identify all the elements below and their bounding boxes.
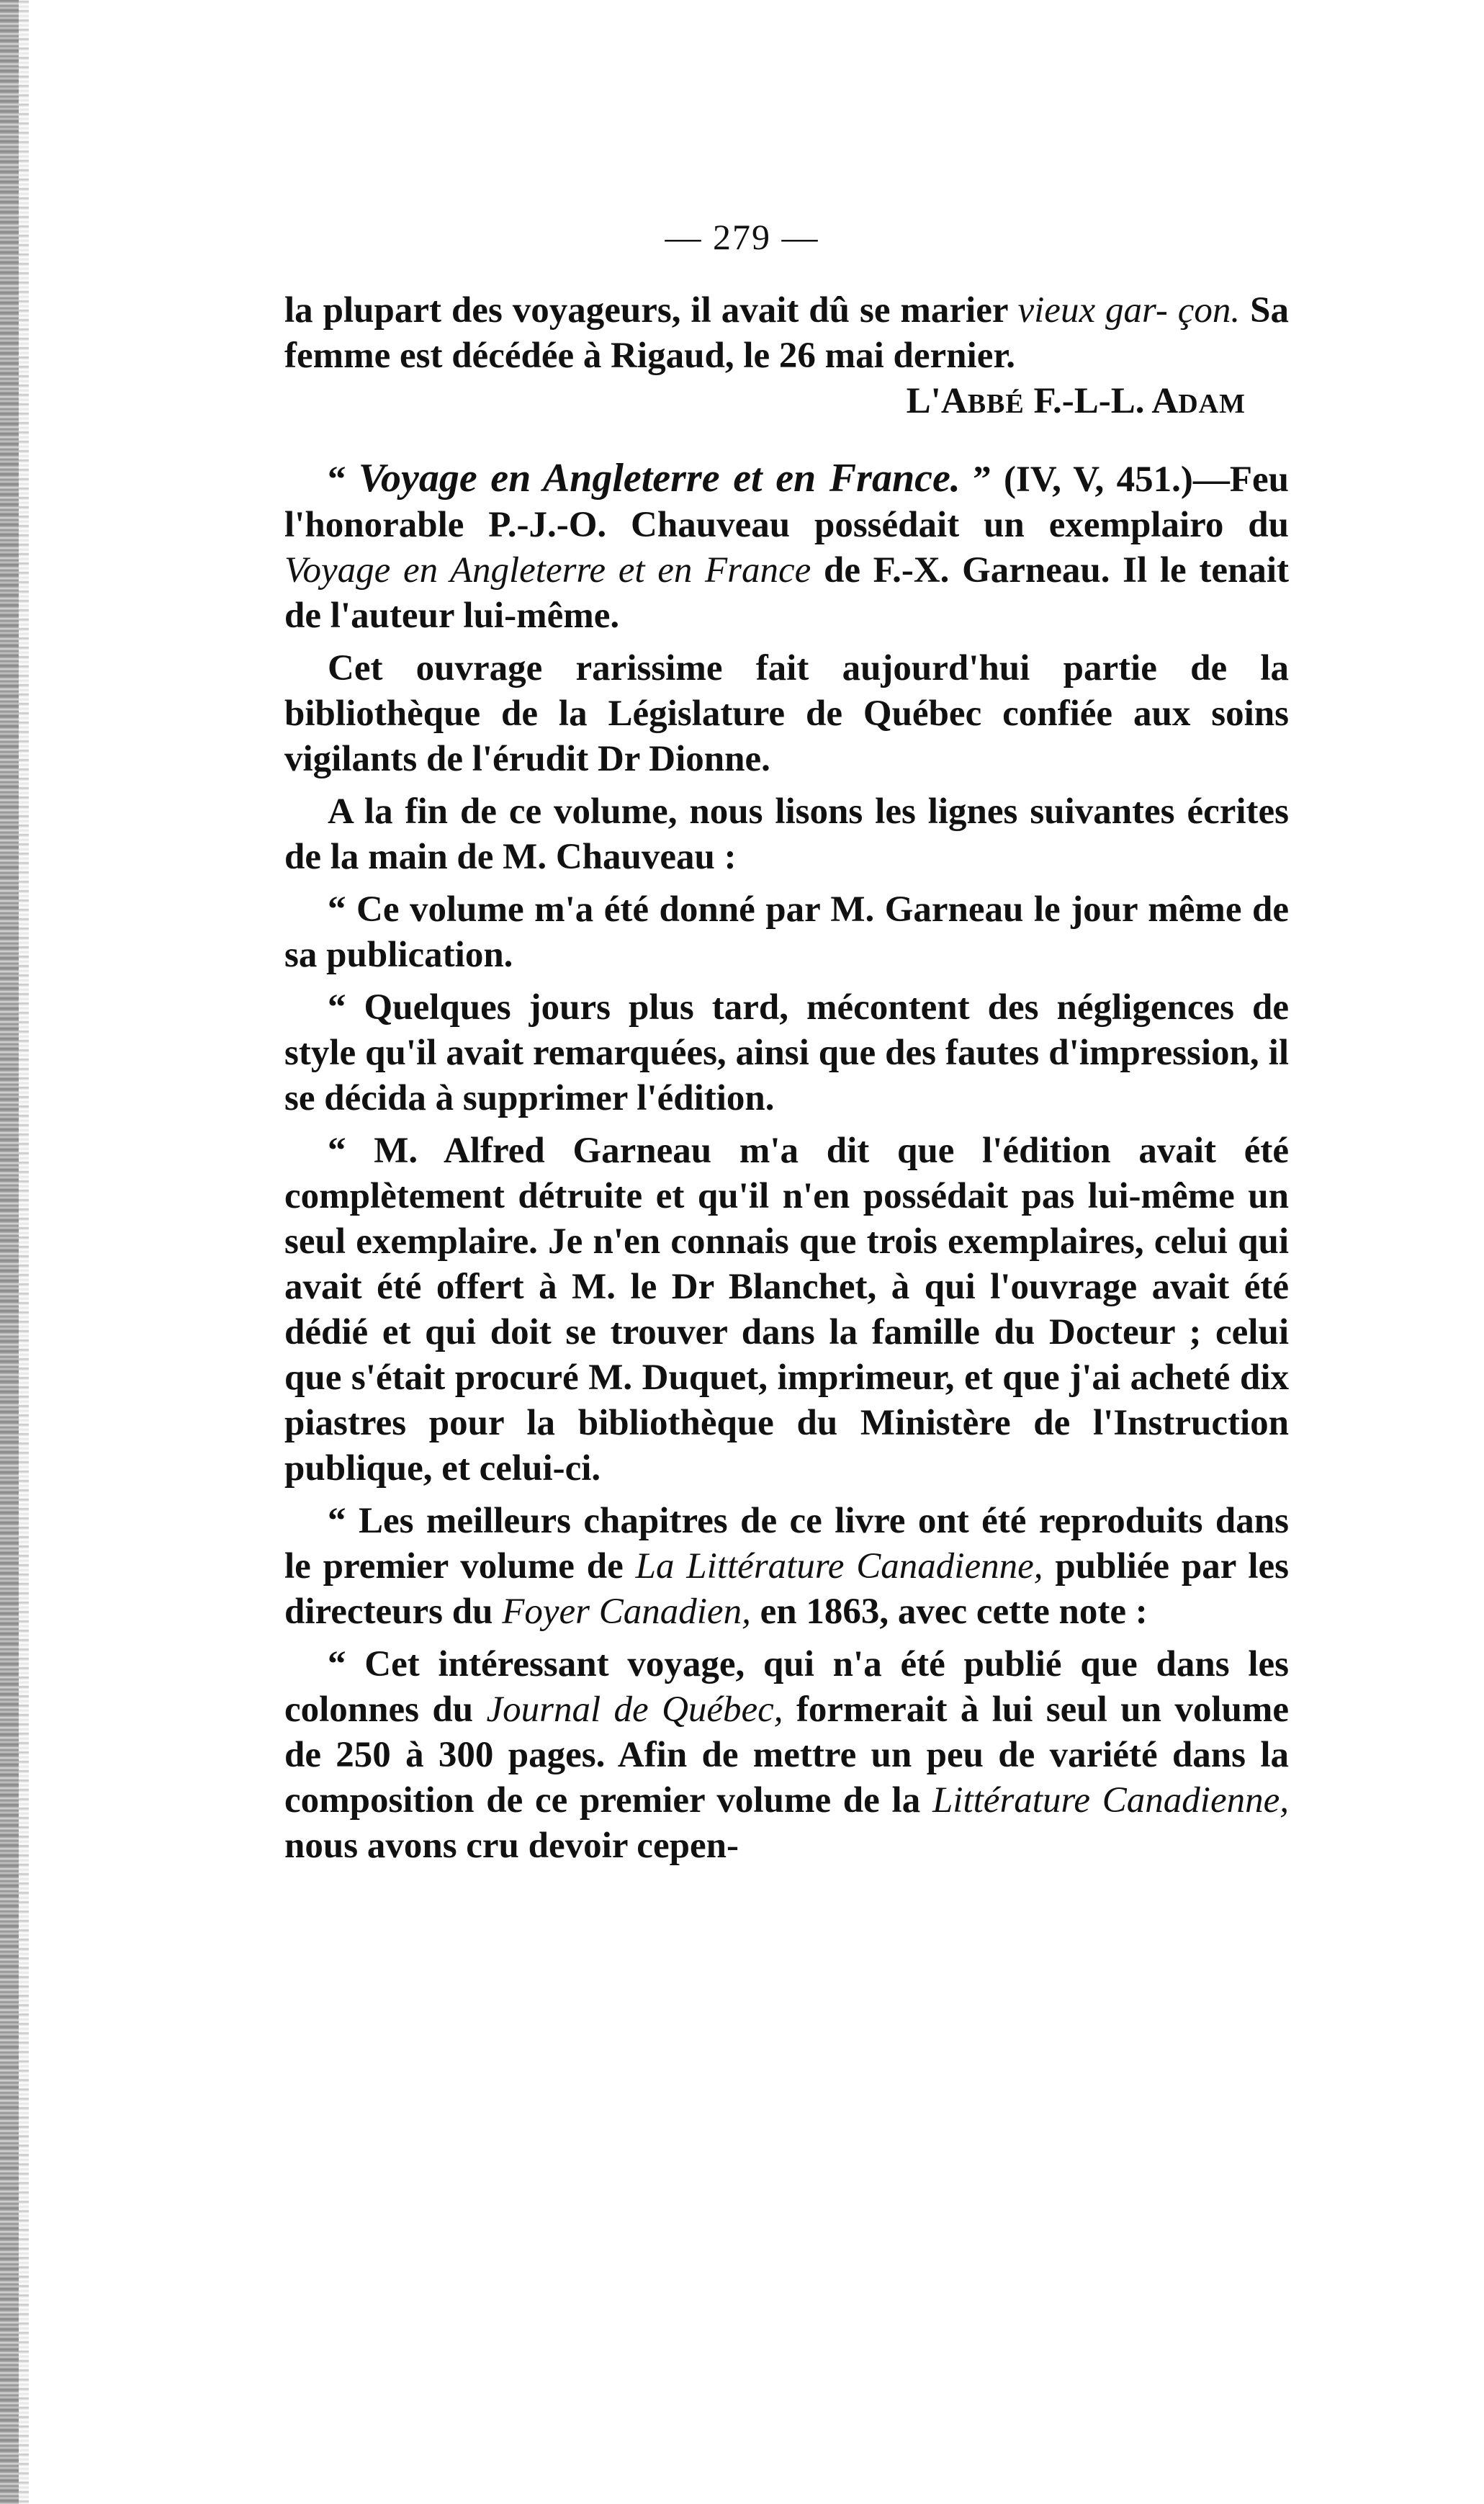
scan-edge-noise [19,0,29,2504]
italic-run: Littérature Canadienne, [932,1780,1289,1821]
text-run: en 1863, avec cette note : [750,1592,1148,1632]
italic-run: La Littérature Canadienne, [635,1546,1043,1587]
scan-edge-shadow [0,0,19,2504]
signature [284,379,1246,427]
paragraph-quote: “ Quelques jours plus tard, mécontent des négligences de style qu'il avait remarquées, ainsi que des fautes d'impression, il se décida à supprimer l'édition. [284,987,1289,1118]
text-run: formerait à lui seul un volume de 250 à 300 pages. Afin de mettre un peu de variété dans la composition de ce premier volume de la [284,1689,1289,1821]
text-run: “ Cet intéressant voyage, qui n'a été publié que dans les colonnes du [284,1644,1289,1730]
italic-run: Voyage en Angleterre et en France [284,550,811,591]
entry-title: Voyage en Angleterre et en France. [358,456,961,501]
text-run: “ Les meilleurs chapitres de ce livre ont été reproduits dans le premier volume de [284,1501,1289,1587]
paragraph-quote [284,1642,1289,1869]
paragraph-quote [284,1499,1289,1635]
paragraph-continuation [284,288,1289,379]
signature-part: F.-L-L. A [1024,381,1179,421]
text-run: nous avons cru devoir cepen- [284,1826,739,1866]
text-run: publiée par les directeurs du [284,1546,1289,1632]
paragraph-quote: “ M. Alfred Garneau m'a dit que l'édition avait été complètement détruite et qu'il n'en possédait pas lui-même un seul exemplaire. Je n'en connais que trois exemplaires, celui qui avait été offert à M. le Dr Blanchet, à qui l'ouvrage avait été dédié et qui doit se trouver dans la famille du Docteur ; celui que s'était procuré M. Duquet, imprimeur, et que j'ai acheté dix piastres pour la bibliothèque du Ministère de l'Instruction publique, et celui-ci. [284,1131,1289,1489]
text-run: Sa femme est décédée à Rigaud, le 26 mai dernier. [284,290,1289,376]
paragraph-entry [284,456,1289,639]
paragraph-quote: “ Ce volume m'a été donné par M. Garneau le jour même de sa publication. [284,889,1289,975]
text-run: “ [328,459,359,500]
italic-run: vieux gar- [1017,290,1168,331]
signature-part: L'A [906,381,968,421]
italic-run: çon. [1177,290,1241,331]
italic-run: Journal de Québec, [486,1689,783,1730]
page-number: — 279 — [665,217,819,257]
text-run: la plupart des voyageurs, il avait dû se marier [284,290,1018,331]
italic-run: Foyer Canadien, [502,1592,751,1632]
signature-part: DAM [1178,389,1246,419]
text-run: de F.-X. Garneau. Il le tenait de l'auteur lui-même. [284,550,1289,636]
signature-part: BBÉ [967,389,1025,419]
paragraph: Cet ouvrage rarissime fait aujourd'hui partie de la bibliothèque de la Législature de Québec confiée aux soins vigilants de l'érudit Dr Dionne. [284,648,1289,779]
paragraph: A la fin de ce volume, nous lisons les lignes suivantes écrites de la main de M. Chauveau : [284,791,1289,877]
page-body [284,288,1289,1869]
text-run: ” (IV, V, 451.)—Feu l'honorable P.-J.-O. Chauveau possédait un exemplairo du [284,459,1290,545]
